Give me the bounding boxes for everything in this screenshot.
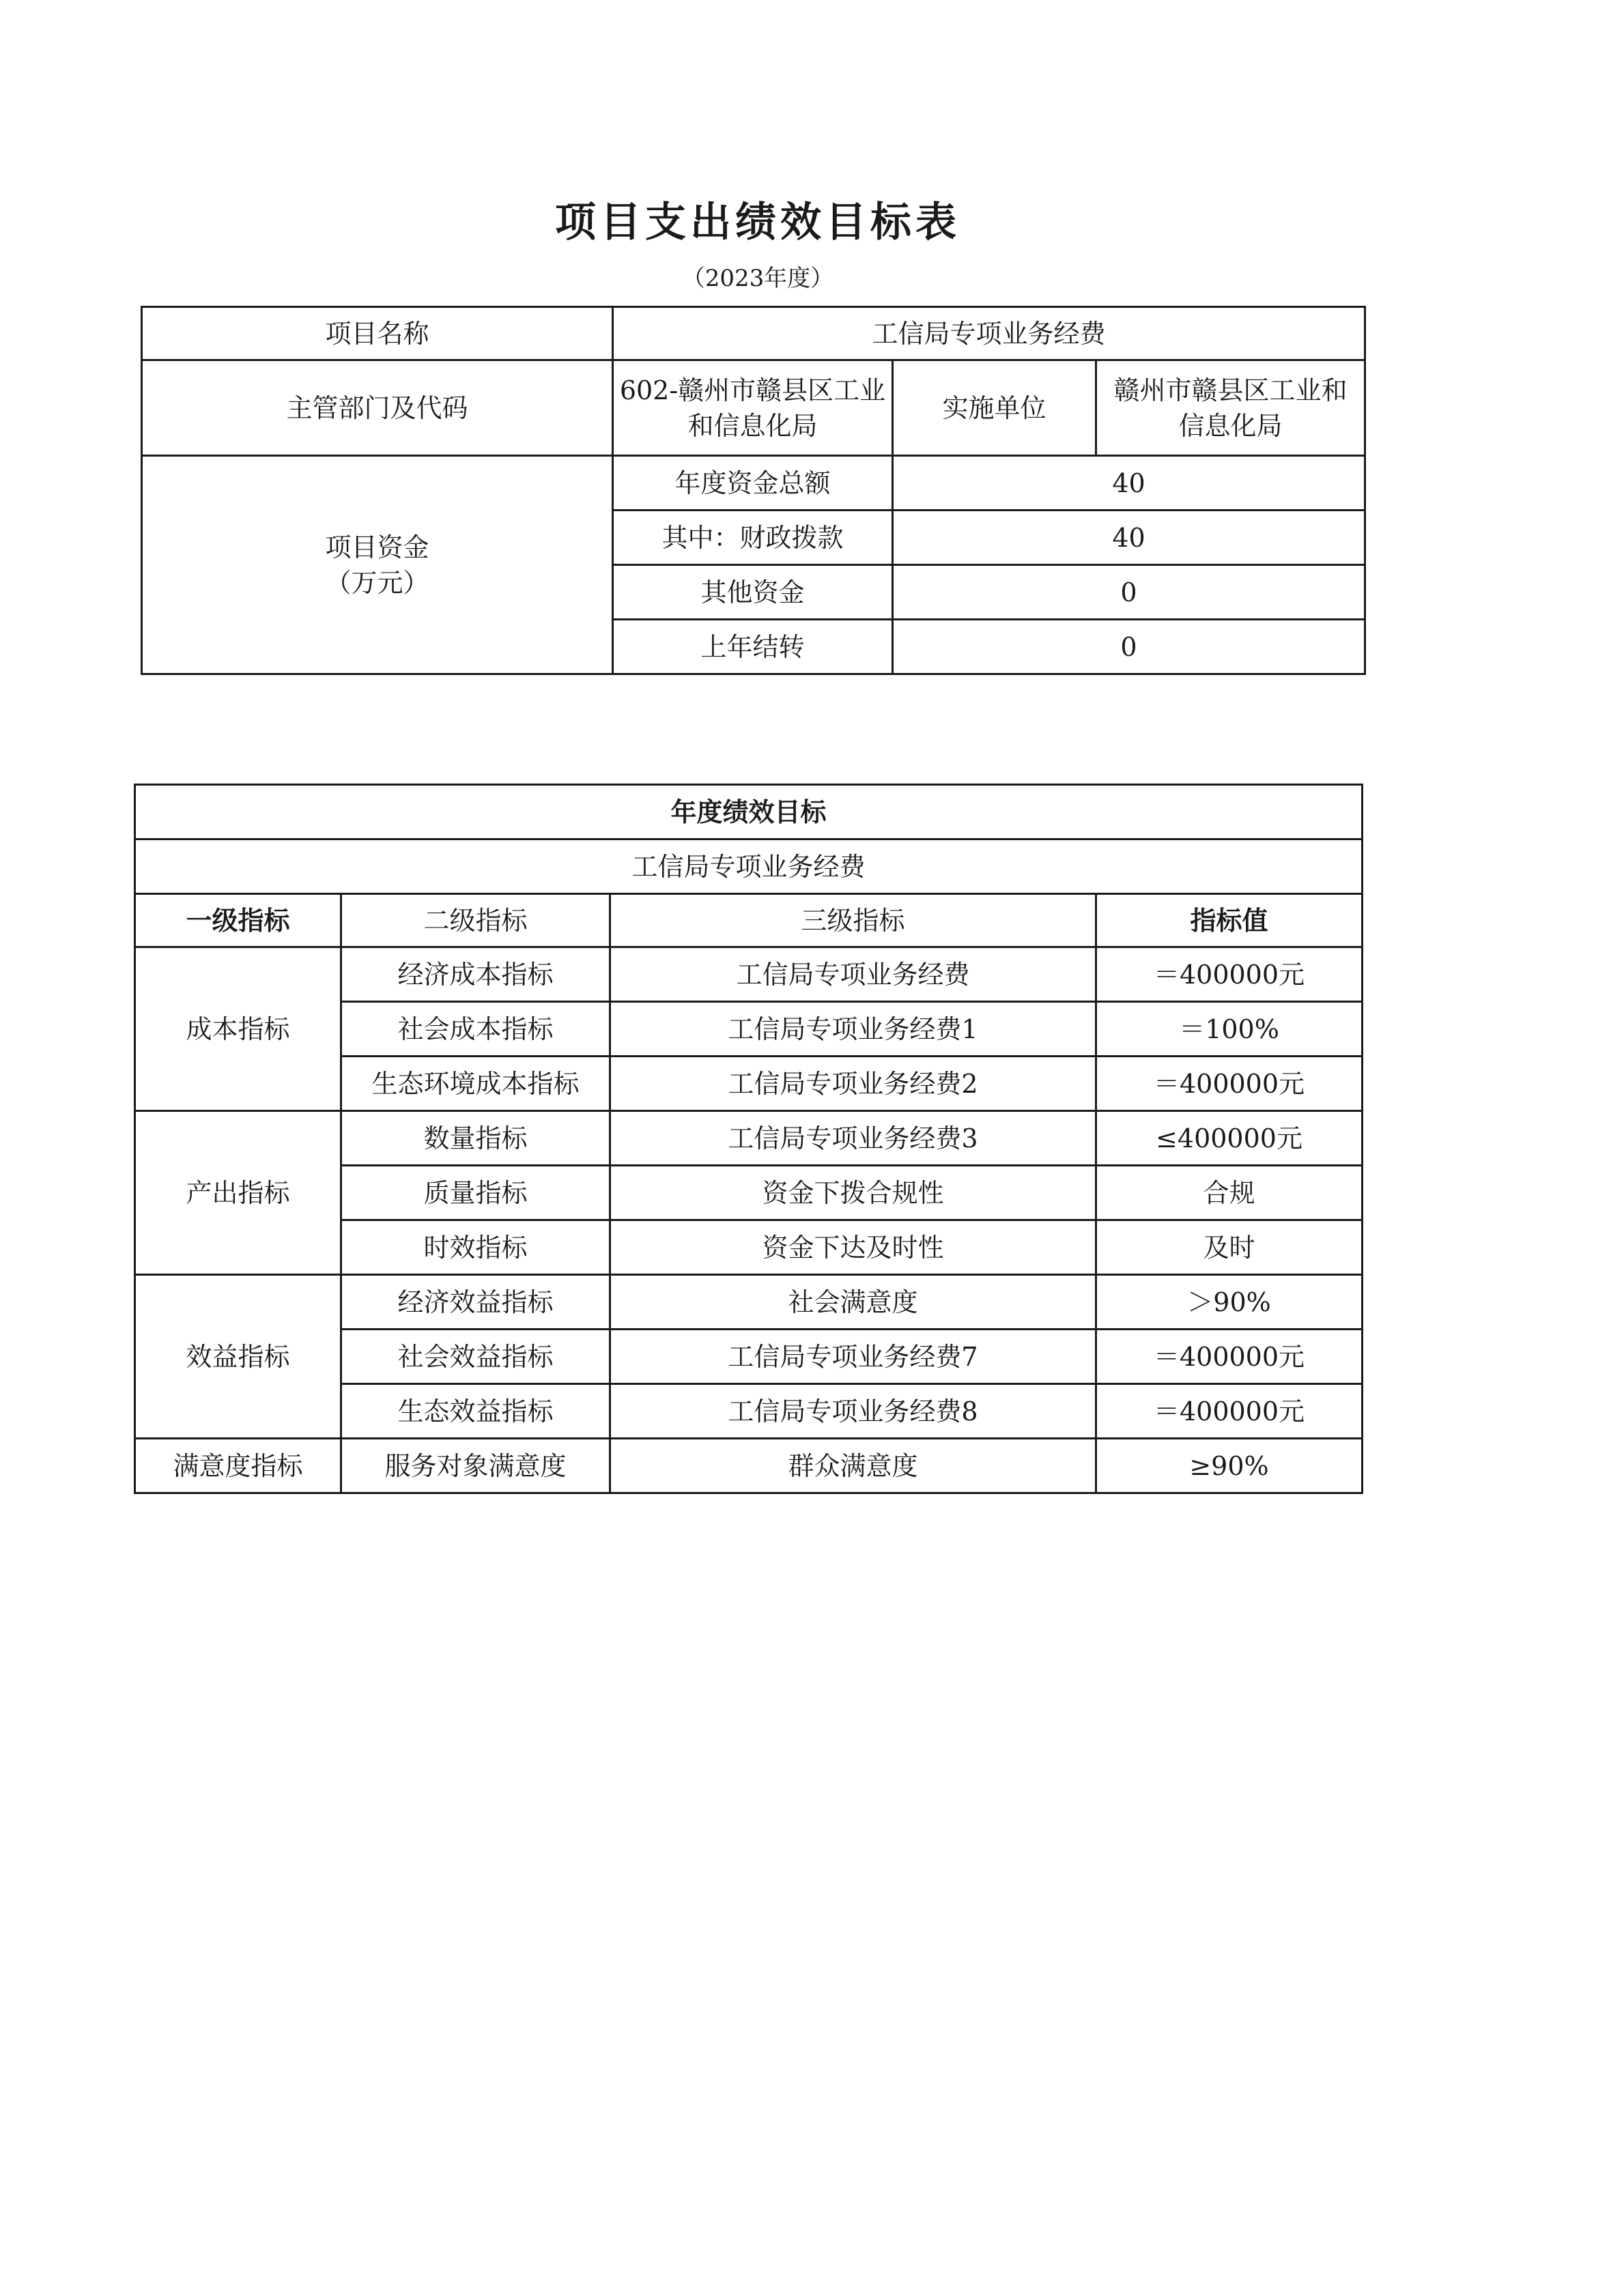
fund-item-label: 其他资金 <box>613 565 893 620</box>
page-title: 项目支出绩效目标表 <box>555 199 960 246</box>
level3-indicator: 社会满意度 <box>610 1275 1096 1330</box>
indicator-value: 合规 <box>1096 1166 1363 1220</box>
level2-indicator: 数量指标 <box>341 1111 610 1166</box>
indicator-value: ≥90% <box>1096 1439 1363 1493</box>
header-level3: 三级指标 <box>610 894 1096 947</box>
level2-indicator: 生态效益指标 <box>341 1384 610 1439</box>
level1-indicator: 成本指标 <box>135 947 341 1111</box>
indicator-row <box>135 1439 1363 1493</box>
indicator-value: ＝100% <box>1096 1002 1363 1057</box>
level2-indicator: 时效指标 <box>341 1220 610 1275</box>
fund-item-value: 0 <box>893 565 1365 620</box>
fund-item-label: 上年结转 <box>613 620 893 674</box>
level3-indicator: 工信局专项业务经费1 <box>610 1002 1096 1057</box>
level2-indicator: 生态环境成本指标 <box>341 1057 610 1111</box>
funds-label: 项目资金 <box>325 532 429 562</box>
project-name-row <box>142 307 1365 360</box>
level3-indicator: 资金下达及时性 <box>610 1220 1096 1275</box>
indicator-value: ＝400000元 <box>1096 947 1363 1002</box>
indicator-row <box>135 1111 1363 1166</box>
indicator-value: 及时 <box>1096 1220 1363 1275</box>
level1-indicator: 满意度指标 <box>135 1439 341 1493</box>
year-subtitle: （2023年度） <box>681 265 834 292</box>
level3-indicator: 工信局专项业务经费2 <box>610 1057 1096 1111</box>
header-level2: 二级指标 <box>341 894 610 947</box>
fund-item-label: 年度资金总额 <box>613 456 893 511</box>
level2-indicator: 质量指标 <box>341 1166 610 1220</box>
dept-label: 主管部门及代码 <box>142 360 613 456</box>
funds-row <box>142 456 1365 511</box>
indicator-header-row <box>135 894 1363 947</box>
level2-indicator: 社会成本指标 <box>341 1002 610 1057</box>
indicator-value: ＝400000元 <box>1096 1384 1363 1439</box>
level2-indicator: 经济成本指标 <box>341 947 610 1002</box>
indicator-row <box>135 947 1363 1002</box>
level3-indicator: 工信局专项业务经费7 <box>610 1330 1096 1384</box>
level3-indicator: 工信局专项业务经费8 <box>610 1384 1096 1439</box>
dept-value: 602-赣州市赣县区工业和信息化局 <box>613 360 893 456</box>
performance-goals-table <box>134 784 1363 1494</box>
impl-label: 实施单位 <box>893 360 1096 456</box>
goal-text: 工信局专项业务经费 <box>135 840 1363 894</box>
level3-indicator: 资金下拨合规性 <box>610 1166 1096 1220</box>
indicator-value: ＝400000元 <box>1096 1330 1363 1384</box>
fund-item-value: 0 <box>893 620 1365 674</box>
level3-indicator: 工信局专项业务经费3 <box>610 1111 1096 1166</box>
fund-item-value: 40 <box>893 456 1365 511</box>
level2-indicator: 经济效益指标 <box>341 1275 610 1330</box>
goals-section-title: 年度绩效目标 <box>135 785 1363 840</box>
funds-unit: （万元） <box>325 567 429 598</box>
indicator-value: ＞90% <box>1096 1275 1363 1330</box>
funds-label-cell <box>142 456 613 674</box>
level3-indicator: 工信局专项业务经费 <box>610 947 1096 1002</box>
dept-row <box>142 360 1365 456</box>
indicator-value: ≤400000元 <box>1096 1111 1363 1166</box>
fund-item-value: 40 <box>893 511 1365 565</box>
level2-indicator: 社会效益指标 <box>341 1330 610 1384</box>
level2-indicator: 服务对象满意度 <box>341 1439 610 1493</box>
header-value: 指标值 <box>1096 894 1363 947</box>
impl-value: 赣州市赣县区工业和信息化局 <box>1096 360 1365 456</box>
project-info-table <box>141 306 1366 675</box>
header-level1: 一级指标 <box>135 894 341 947</box>
level3-indicator: 群众满意度 <box>610 1439 1096 1493</box>
fund-item-label: 其中：财政拨款 <box>613 511 893 565</box>
indicator-row <box>135 1275 1363 1330</box>
project-name-label: 项目名称 <box>142 307 613 360</box>
indicator-value: ＝400000元 <box>1096 1057 1363 1111</box>
project-name-value: 工信局专项业务经费 <box>613 307 1365 360</box>
level1-indicator: 效益指标 <box>135 1275 341 1439</box>
level1-indicator: 产出指标 <box>135 1111 341 1275</box>
